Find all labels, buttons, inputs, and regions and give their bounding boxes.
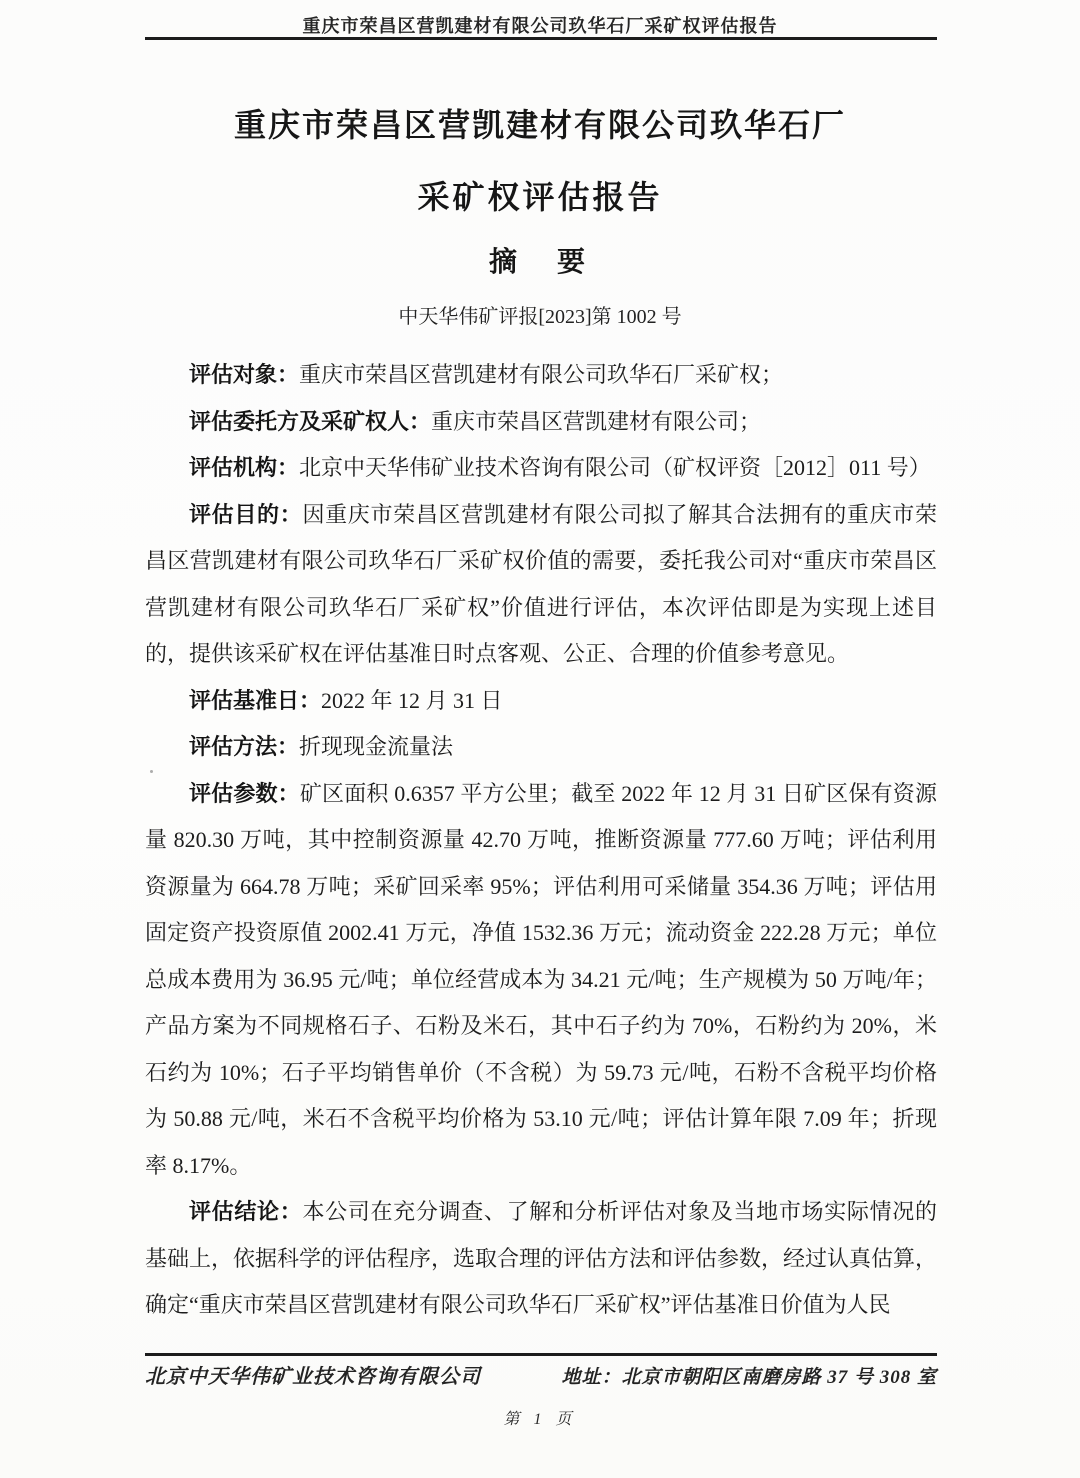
footer-company-name: 北京中天华伟矿业技术咨询有限公司 <box>145 1366 481 1388</box>
summary-paragraph <box>145 352 937 399</box>
paragraph-text: 重庆市荣昌区营凯建材有限公司玖华石厂采矿权； <box>299 362 784 387</box>
summary-paragraph <box>145 1189 937 1329</box>
paragraph-label: 评估委托方及采矿权人： <box>189 408 432 434</box>
header-rule <box>145 37 937 40</box>
summary-paragraph <box>145 492 937 678</box>
document-number: 中天华伟矿评报[2023]第 1002 号 <box>398 306 682 328</box>
paragraph-label: 评估结论： <box>189 1199 303 1224</box>
paragraph-text: 2022 年 12 月 31 日 <box>321 687 503 713</box>
summary-paragraph <box>145 678 937 725</box>
footer-address: 地址：北京市朝阳区南磨房路 37 号 308 室 <box>561 1367 937 1388</box>
paragraph-text: 折现现金流量法 <box>299 734 454 759</box>
scan-artifact-dot <box>150 770 153 773</box>
summary-paragraph <box>145 724 937 771</box>
running-head <box>145 12 935 38</box>
running-head-title: 重庆市荣昌区营凯建材有限公司玖华石厂采矿权评估报告 <box>302 16 778 36</box>
page-number: 第 1 页 <box>503 1411 577 1428</box>
report-title-line1: 重庆市荣昌区营凯建材有限公司玖华石厂 <box>233 107 846 143</box>
paragraph-text: 重庆市荣昌区营凯建材有限公司； <box>431 408 762 434</box>
paragraph-label: 评估参数： <box>189 780 300 806</box>
report-title-line2: 采矿权评估报告 <box>417 179 663 215</box>
summary-paragraph <box>145 445 937 492</box>
paragraph-label: 评估机构： <box>189 455 300 480</box>
paragraph-text: 本公司在充分调查、了解和分析评估对象及当地市场实际情况的基础上，依据科学的评估程序，选取合理的评估方法和评估参数，经过认真估算，确定“重庆市荣昌区营凯建材有限公司玖华石厂采矿权”评估基准日价值为人民 <box>145 1199 938 1317</box>
summary-paragraph <box>145 399 937 446</box>
summary-paragraph <box>145 771 937 1190</box>
paragraph-text: 因重庆市荣昌区营凯建材有限公司拟了解其合法拥有的重庆市荣昌区营凯建材有限公司玖华石厂采矿权价值的需要，委托我公司对“重庆市荣昌区营凯建材有限公司玖华石厂采矿权”价值进行评估，本次评估即是为实现上述目的，提供该采矿权在评估基准日时点客观、公正、合理的价值参考意见。 <box>145 501 937 666</box>
footer-rule <box>145 1353 937 1356</box>
paragraph-label: 评估目的： <box>189 501 303 527</box>
paragraph-label: 评估基准日： <box>189 687 322 713</box>
paragraph-text: 北京中天华伟矿业技术咨询有限公司（矿权评资［2012］011 号） <box>299 455 931 480</box>
page-footer <box>145 1360 937 1389</box>
paragraph-label: 评估方法： <box>189 734 300 759</box>
paragraph-text: 矿区面积 0.6357 平方公里；截至 2022 年 12 月 31 日矿区保有资源量 820.30 万吨，其中控制资源量 42.70 万吨，推断资源量 777.60 万吨；评估利用资源量为 664.78 万吨；采矿回采率 95%；评估利用可采储量 354.36 万吨；评估用固定资产投资原值 2002.41 万元，净值 1532.36 万元；流动资金 222.28 万元；单位总成本费用为 36.95 元/吨；单位经营成本为 34.21 元/吨；生产规模为 50 万吨/年；产品方案为不同规格石子、石粉及米石，其中石子约为 70%，石粉约为 20%，米石约为 10%；石子平均销售单价（不含税）为 59.73 元/吨，石粉不含税平均价格为 50.88 元/吨，米石不含税平均价格为 53.10 元/吨；评估计算年限 7.09 年；折现率 8.17%。 <box>145 780 937 1178</box>
paragraph-label: 评估对象： <box>189 362 300 387</box>
summary-body <box>145 352 937 1329</box>
abstract-heading: 摘 要 <box>488 247 591 278</box>
